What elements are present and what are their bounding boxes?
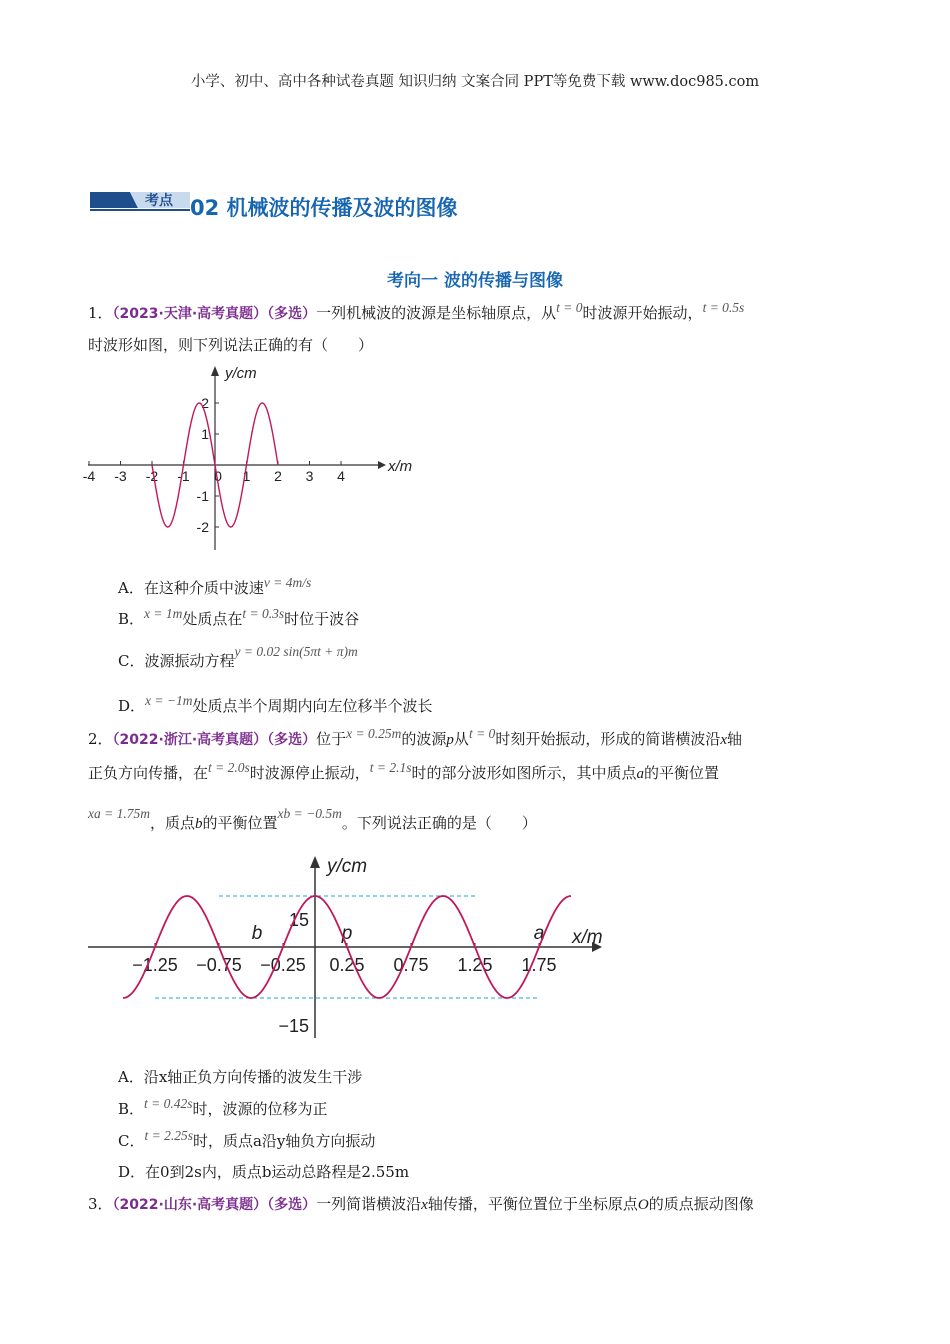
q1-y-label: y/cm	[225, 365, 257, 382]
section-title: 02 机械波的传播及波的图像	[190, 196, 458, 220]
q1-y-tick-label: 1	[201, 426, 209, 442]
q3-stem-line1: 3．（2022·山东·高考真题）（多选）一列简谐横波沿x轴传播，平衡位置位于坐标原点O的质点振动图像	[88, 1195, 754, 1213]
q1-x-arrow	[378, 461, 386, 469]
q2-option-c[interactable]: C．t = 2.25s时，质点a沿y轴负方向振动	[118, 1128, 376, 1150]
q1-wave-graph	[80, 360, 420, 555]
q2-x-tick-label: −1.25	[132, 955, 178, 975]
q2-x-tick-label: 0.75	[393, 955, 429, 975]
badge-shape-dark	[90, 192, 138, 208]
q2-x-tick-label: 0.25	[329, 955, 365, 975]
q1-x-tick-label: -1	[177, 468, 190, 484]
subsection-title: 考向一 波的传播与图像	[387, 271, 563, 291]
q2-option-b[interactable]: B．t = 0.42s时，波源的位移为正	[118, 1096, 328, 1118]
q2-stem-line2: 正负方向传播，在t = 2.0s时波源停止振动，t = 2.1s时的部分波形如图所示，其中质点a的平衡位置	[88, 760, 720, 782]
q1-option-c[interactable]: C．波源振动方程y = 0.02 sin(5πt + π)m	[118, 644, 358, 670]
q2-option-d[interactable]: D．在0到2s内，质点b运动总路程是2.55m	[118, 1163, 410, 1181]
section-badge	[90, 188, 190, 214]
page-header: 小学、初中、高中各种试卷真题 知识归纳 文案合同 PPT等免费下载 www.doc985.com	[190, 74, 760, 90]
q2-wave-graph	[80, 850, 620, 1045]
q2-x-label: x/m	[572, 927, 603, 948]
q2-y-arrow	[310, 856, 320, 868]
q1-x-tick-label: -4	[82, 468, 96, 484]
q1-x-tick-label: 0	[214, 468, 222, 484]
q1-x-tick-label: 2	[274, 468, 282, 484]
q2-x-tick-label: −0.25	[260, 955, 306, 975]
q1-option-a[interactable]: A．在这种介质中波速v = 4m/s	[118, 575, 312, 597]
q2-stem-line3: xa = 1.75m，质点b的平衡位置xb = −0.5m。下列说法正确的是（ ）	[88, 806, 537, 832]
q2-point-label-a: a	[533, 923, 545, 944]
q2-x-tick-label: 1.25	[457, 955, 493, 975]
q1-y-tick-label: -2	[196, 519, 209, 535]
q1-option-d[interactable]: D．x = −1m处质点半个周期内向左位移半个波长	[118, 693, 433, 715]
q2-point-label-p: p	[341, 923, 353, 944]
q1-x-tick-label: 1	[242, 468, 251, 484]
q2-x-tick-label: 1.75	[521, 955, 557, 975]
q1-stem-line2: 时波形如图，则下列说法正确的有（ ）	[88, 336, 374, 354]
q2-y-label: y/cm	[327, 856, 368, 877]
q1-y-arrow	[211, 366, 219, 376]
q2-y-tick-label: −15	[278, 1016, 309, 1036]
q1-x-tick-label: -2	[145, 468, 159, 484]
q1-y-tick-label: 2	[201, 395, 209, 411]
badge-text: 考点	[145, 193, 173, 209]
q2-stem-line1: 2．（2022·浙江·高考真题）（多选）位于x = 0.25m的波源p从t = 0时刻开始振动，形成的简谐横波沿x轴	[88, 726, 743, 748]
q1-option-b[interactable]: B．x = 1m处质点在t = 0.3s时位于波谷	[118, 606, 360, 628]
q1-stem-line1: 1．（2023·天津·高考真题）（多选）一列机械波的波源是坐标轴原点，从t = 0时波源开始振动，t = 0.5s	[88, 300, 745, 322]
q2-x-tick-label: −0.75	[196, 955, 242, 975]
q2-y-tick-label: 15	[288, 910, 309, 930]
q1-x-tick-label: 3	[305, 468, 314, 484]
q1-y-tick-label: -1	[196, 488, 209, 504]
q1-x-tick-label: -3	[114, 468, 127, 484]
q1-x-tick-label: 4	[337, 468, 345, 484]
q1-x-label: x/m	[388, 458, 413, 475]
q2-point-label-b: b	[251, 923, 263, 944]
q2-option-a[interactable]: A．沿x轴正负方向传播的波发生干涉	[118, 1068, 363, 1086]
